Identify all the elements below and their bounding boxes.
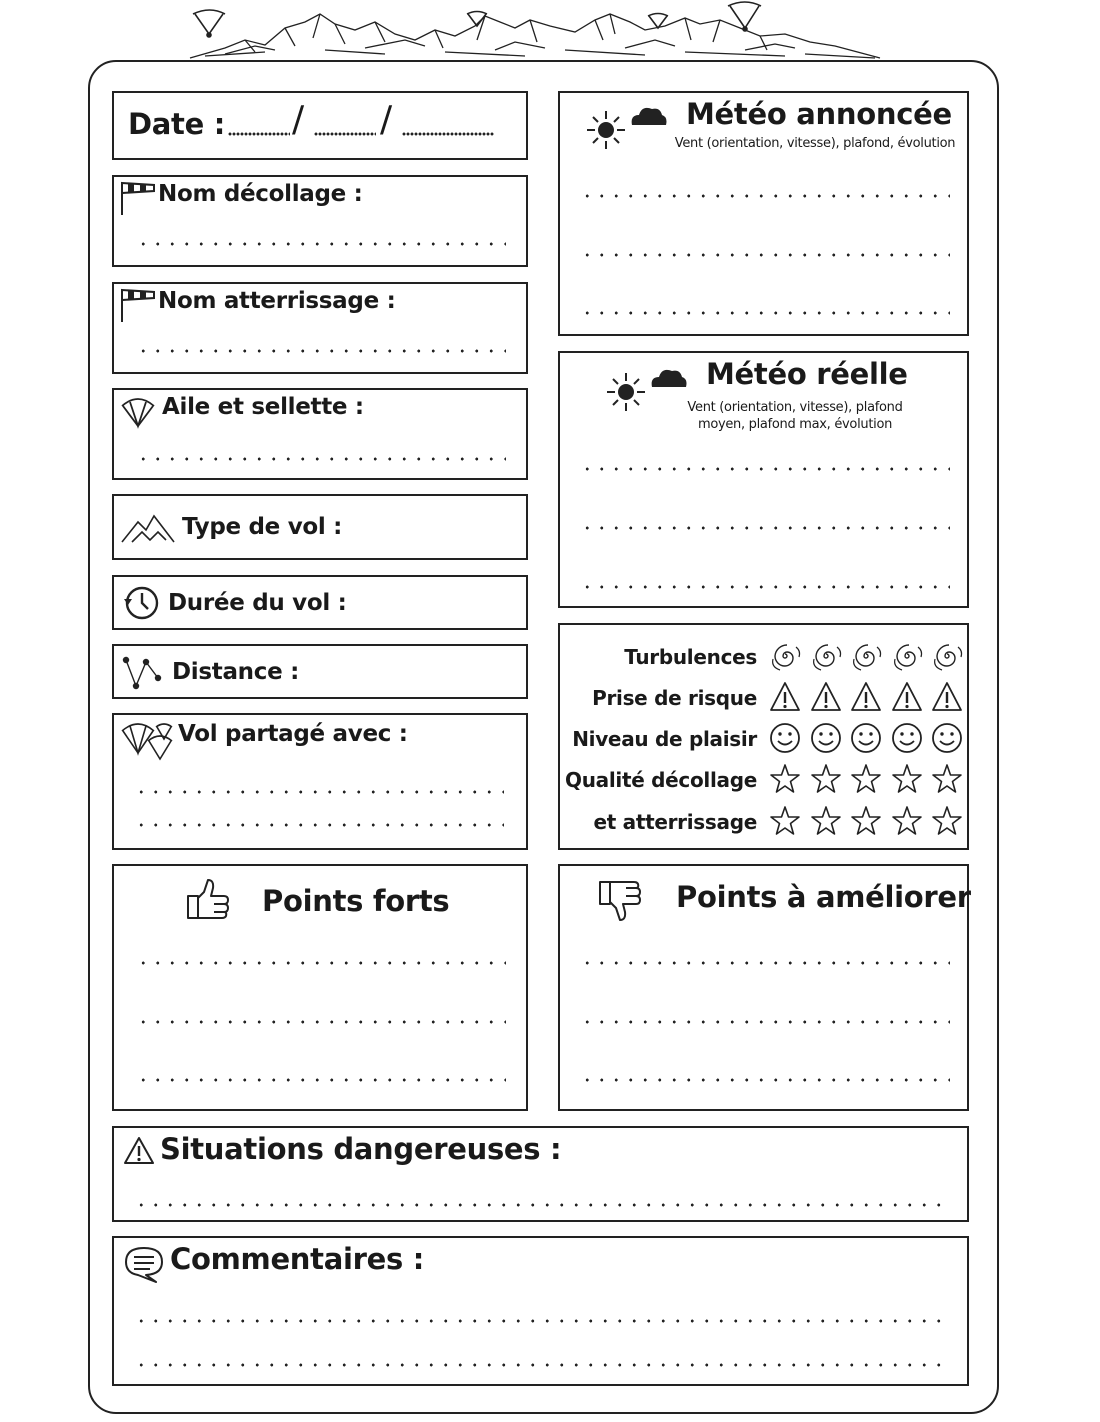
sun-cloud-icon [584,101,668,157]
shared-flight-line-1[interactable] [134,789,504,795]
warning-icon[interactable] [890,680,924,714]
dangers-title: Situations dangereuses : [160,1132,562,1166]
date-box [112,91,528,160]
wing-line[interactable] [136,456,506,462]
improvements-line-1[interactable] [580,960,950,966]
forecast-weather-title: Météo annoncée [686,97,952,131]
shared-flight-box [112,713,528,850]
actual-weather-line-1[interactable] [580,466,950,472]
risk-rating[interactable] [768,680,964,714]
smiley-icon[interactable] [849,721,883,755]
dangers-box [112,1126,969,1222]
rating-label-turbulence: Turbulences [624,645,757,669]
takeoff-label: Nom décollage : [158,181,363,207]
date-slash-2: / [380,99,392,140]
shared-flight-label: Vol partagé avec : [178,721,408,747]
takeoff-quality-rating[interactable] [768,762,964,796]
windsock-icon [118,286,158,324]
improvements-box [558,864,969,1111]
distance-box [112,644,528,699]
actual-weather-line-2[interactable] [580,525,950,531]
distance-label: Distance : [172,659,299,685]
clock-icon [122,583,162,623]
smiley-icon[interactable] [930,721,964,755]
strengths-line-3[interactable] [136,1077,506,1083]
flight-type-label: Type de vol : [182,514,343,540]
warning-icon[interactable] [768,680,802,714]
comments-line-2[interactable] [134,1362,949,1368]
warning-icon [122,1134,156,1168]
rating-label-pleasure: Niveau de plaisir [572,727,757,751]
ratings-box [558,623,969,850]
improvements-line-2[interactable] [580,1019,950,1025]
forecast-weather-box [558,91,969,336]
flight-type-box [112,494,528,560]
duration-box [112,575,528,630]
spiral-icon[interactable] [890,639,924,673]
paragliders-icon [118,717,178,769]
warning-icon[interactable] [849,680,883,714]
strengths-line-2[interactable] [136,1019,506,1025]
landing-quality-rating[interactable] [768,804,964,838]
comments-line-1[interactable] [134,1318,949,1324]
date-slash-1: / [292,99,304,140]
takeoff-box [112,175,528,267]
spiral-icon[interactable] [849,639,883,673]
landing-line[interactable] [136,348,506,354]
rating-label-takeoff-quality: Qualité décollage [565,768,757,792]
paraglider-icon [120,394,156,430]
takeoff-line[interactable] [136,241,506,247]
mountain-icon [120,510,176,546]
smiley-icon[interactable] [768,721,802,755]
star-icon[interactable] [849,762,883,796]
wing-label: Aile et sellette : [162,394,364,420]
forecast-weather-line-3[interactable] [580,310,950,316]
actual-weather-line-3[interactable] [580,584,950,590]
star-icon[interactable] [930,762,964,796]
star-icon[interactable] [930,804,964,838]
spiral-icon[interactable] [930,639,964,673]
comments-title: Commentaires : [170,1242,425,1276]
forecast-weather-line-2[interactable] [580,252,950,258]
actual-weather-subtitle-1: Vent (orientation, vitesse), plafond [687,400,903,415]
star-icon[interactable] [849,804,883,838]
date-month-field[interactable] [314,131,376,137]
forecast-weather-subtitle: Vent (orientation, vitesse), plafond, évolution [674,136,956,151]
star-icon[interactable] [768,804,802,838]
spiral-icon[interactable] [809,639,843,673]
star-icon[interactable] [809,804,843,838]
actual-weather-title: Météo réelle [706,357,908,391]
star-icon[interactable] [890,762,924,796]
turbulence-rating[interactable] [768,639,964,673]
rating-label-risk: Prise de risque [592,686,757,710]
warning-icon[interactable] [930,680,964,714]
star-icon[interactable] [890,804,924,838]
improvements-line-3[interactable] [580,1077,950,1083]
shared-flight-line-2[interactable] [134,822,504,828]
thumbs-up-icon [184,876,234,922]
improvements-title: Points à améliorer [676,880,971,914]
strengths-line-1[interactable] [136,960,506,966]
date-day-field[interactable] [228,131,290,137]
comments-box [112,1236,969,1386]
rating-label-landing-quality: et atterrissage [593,810,757,834]
forecast-weather-line-1[interactable] [580,193,950,199]
speech-bubble-icon [122,1244,166,1284]
date-year-field[interactable] [402,131,494,137]
thumbs-down-icon [596,878,646,924]
warning-icon[interactable] [809,680,843,714]
duration-label: Durée du vol : [168,590,347,616]
route-icon [120,654,166,694]
date-label: Date : [128,107,226,141]
actual-weather-subtitle-2: moyen, plafond max, évolution [697,417,893,432]
smiley-icon[interactable] [809,721,843,755]
star-icon[interactable] [809,762,843,796]
windsock-icon [118,179,158,217]
pleasure-rating[interactable] [768,721,964,755]
actual-weather-box [558,351,969,608]
landing-label: Nom atterrissage : [158,288,396,314]
dangers-line[interactable] [134,1202,949,1208]
spiral-icon[interactable] [768,639,802,673]
wing-box [112,388,528,480]
landing-box [112,282,528,374]
strengths-title: Points forts [262,884,450,918]
strengths-box [112,864,528,1111]
star-icon[interactable] [768,762,802,796]
mountain-header-illustration [185,0,885,62]
smiley-icon[interactable] [890,721,924,755]
